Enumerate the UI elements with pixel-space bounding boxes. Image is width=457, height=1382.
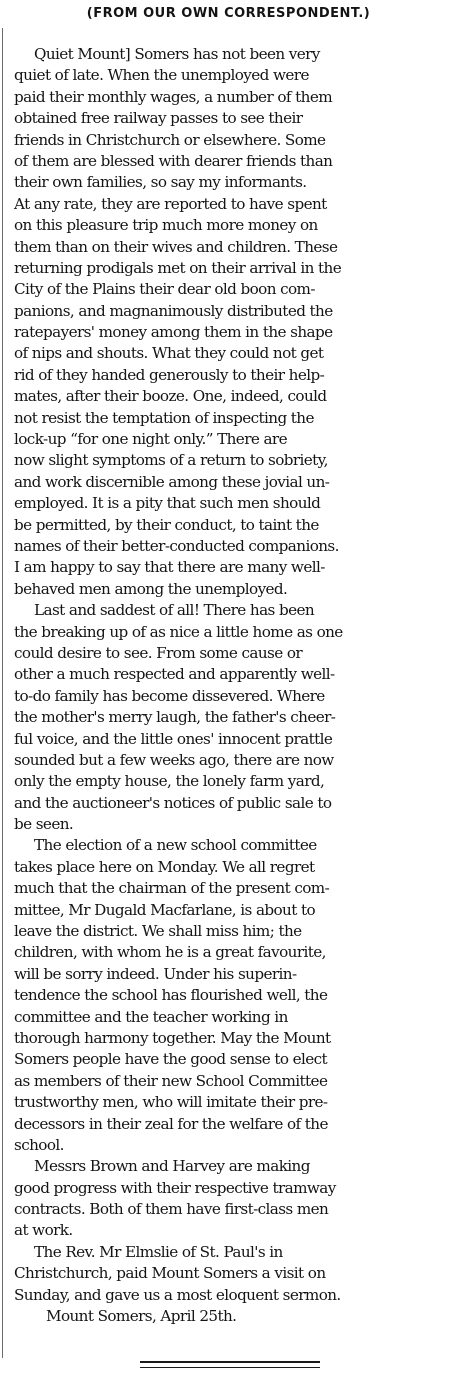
text-line: leave the district. We shall miss him; the [14,922,302,941]
text-line: school. [14,1135,64,1154]
text-line: quiet of late. When the unemployed were [14,66,309,85]
text-line: The election of a new school committee [34,836,317,855]
text-line: employed. It is a pity that such men should [14,494,321,513]
text-line: returning prodigals met on their arrival in the [14,258,342,277]
text-line: City of the Plains their dear old boon com- [14,280,315,299]
paragraph-tramway [14,1156,454,1242]
text-line: committee and the teacher working in [14,1007,288,1026]
text-line: could desire to see. From some cause or [14,643,303,662]
text-line: be permitted, by their conduct, to taint the [14,515,319,534]
text-line: not resist the temptation of inspecting the [14,408,314,427]
text-line: now slight symptoms of a return to sobriety, [14,451,328,470]
paragraph-school-committee [14,835,454,1156]
text-line: their own families, so say my informants. [14,173,307,192]
text-line: at work. [14,1221,73,1240]
text-line: other a much respected and apparently well- [14,665,335,684]
text-line: Messrs Brown and Harvey are making [34,1157,310,1176]
text-line: Last and saddest of all! There has been [34,601,315,620]
text-line: and work discernible among these jovial un- [14,472,330,491]
text-line: tendence the school has flourished well, the [14,986,328,1005]
text-line: contracts. Both of them have first-class men [14,1200,329,1219]
text-line: paid their monthly wages, a number of them [14,87,333,106]
text-line: Somers people have the good sense to elect [14,1050,328,1069]
text-line: of nips and shouts. What they could not get [14,344,324,363]
text-line: them than on their wives and children. These [14,237,338,256]
text-line: At any rate, they are reported to have spent [14,194,327,213]
article-body [14,44,454,1327]
text-line: names of their better-conducted companions. [14,536,339,555]
text-line: children, with whom he is a great favourite, [14,943,326,962]
text-line: I am happy to say that there are many well- [14,558,325,577]
text-line: ful voice, and the little ones' innocent prattle [14,729,333,748]
text-line: sounded but a few weeks ago, there are now [14,750,334,769]
dateline: Mount Somers, April 25th. [46,1307,237,1326]
text-line: mates, after their booze. One, indeed, could [14,387,327,406]
text-line: ratepayers' money among them in the shape [14,323,333,342]
text-line: the breaking up of as nice a little home as one [14,622,343,641]
text-line: be seen. [14,815,74,834]
text-line: The Rev. Mr Elmslie of St. Paul's in [34,1242,283,1261]
paragraph-sermon [14,1242,454,1306]
correspondent-heading: (FROM OUR OWN CORRESPONDENT.) [86,6,371,21]
text-line: mittee, Mr Dugald Macfarlane, is about to [14,900,316,919]
text-line: of them are blessed with dearer friends than [14,151,333,170]
text-line: thorough harmony together. May the Mount [14,1028,331,1047]
text-line: as members of their new School Committee [14,1071,328,1090]
end-rule [140,1367,320,1368]
paragraph-unemployed [14,44,454,600]
text-line: rid of they handed generously to their help- [14,365,325,384]
text-line: Christchurch, paid Mount Somers a visit on [14,1264,326,1283]
dateline-paragraph [14,1306,454,1327]
text-line: Quiet Mount] Somers has not been very [34,45,320,63]
text-line: only the empty house, the lonely farm yard, [14,772,325,791]
text-line: obtained free railway passes to see their [14,109,303,128]
text-line: panions, and magnanimously distributed the [14,301,333,320]
column-rule [2,28,3,1358]
end-rule [140,1361,320,1363]
text-line: good progress with their respective tramway [14,1178,336,1197]
text-line: Sunday, and gave us a most eloquent sermon. [14,1285,341,1304]
text-line: decessors in their zeal for the welfare of the [14,1114,328,1133]
text-line: on this pleasure trip much more money on [14,216,318,235]
text-line: takes place here on Monday. We all regret [14,857,315,876]
text-line: much that the chairman of the present com- [14,879,330,898]
text-line: will be sorry indeed. Under his superin- [14,964,297,983]
text-line: and the auctioneer's notices of public sale to [14,793,332,812]
text-line: behaved men among the unemployed. [14,579,288,598]
text-line: trustworthy men, who will imitate their pre- [14,1093,328,1112]
text-line: the mother's merry laugh, the father's cheer- [14,708,336,727]
text-line: to-do family has become dissevered. Where [14,686,325,705]
text-line: friends in Christchurch or elsewhere. Some [14,130,326,149]
text-line: lock-up “for one night only.” There are [14,430,287,449]
paragraph-home-broken [14,600,454,835]
